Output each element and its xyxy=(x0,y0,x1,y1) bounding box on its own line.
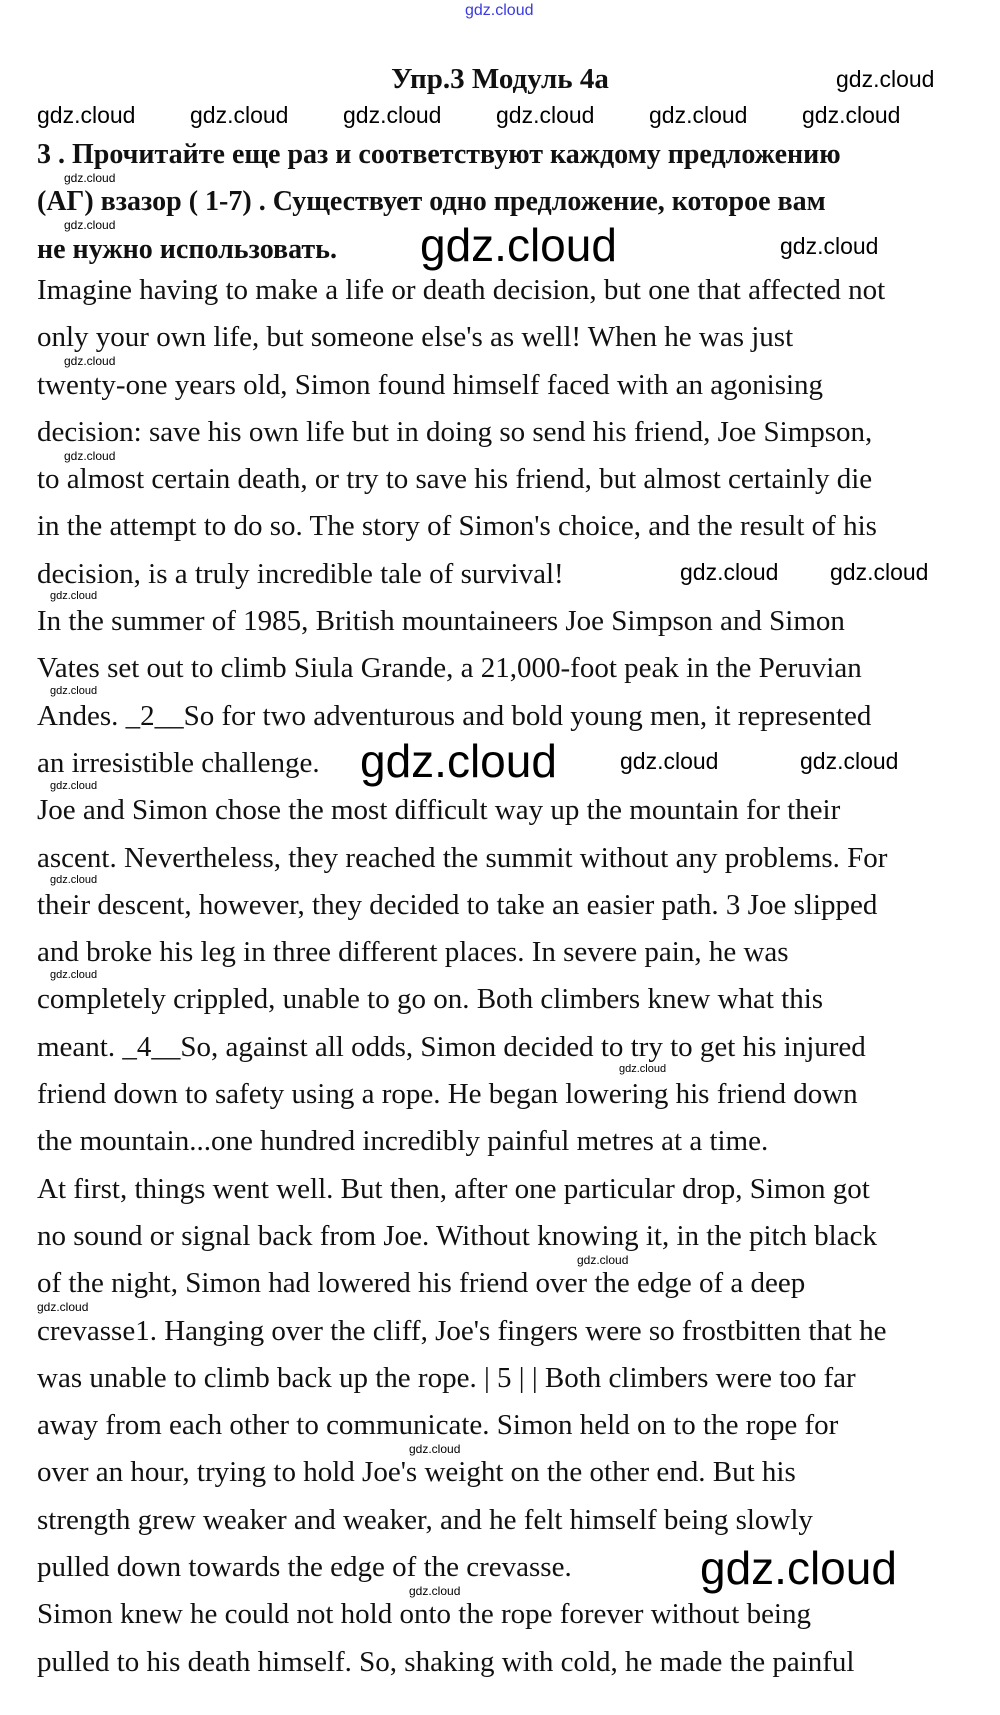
text-line: over an hour, trying to hold Joe's weight on the other end. But his xyxy=(37,1456,796,1489)
text-line: to almost certain death, or try to save his friend, but almost certainly die xyxy=(37,463,873,496)
watermark: gdz.cloud xyxy=(496,102,595,128)
watermark: gdz.cloud xyxy=(700,1542,897,1594)
text-line: was unable to climb back up the rope. | 5 | | Both climbers were too far xyxy=(37,1361,856,1394)
task-line: (АГ) взазор ( 1-7) . Существует одно предложение, которое вам xyxy=(37,186,826,218)
watermark: gdz.cloud xyxy=(64,171,116,185)
watermark: gdz.cloud xyxy=(64,353,116,368)
watermark: gdz.cloud xyxy=(50,590,98,603)
text-line: pulled to his death himself. So, shaking with cold, he made the painful xyxy=(37,1645,855,1678)
text-line: ascent. Nevertheless, they reached the summit without any problems. For xyxy=(37,841,888,874)
text-line: the mountain...one hundred incredibly painful metres at a time. xyxy=(37,1125,769,1158)
text-line: Joe and Simon chose the most difficult way up the mountain for their xyxy=(37,794,841,827)
watermark: gdz.cloud xyxy=(64,218,116,232)
page-title: Упр.3 Модуль 4а xyxy=(391,63,609,95)
text-line: only your own life, but someone else's as well! When he was just xyxy=(37,321,794,354)
text-line: At first, things went well. But then, after one particular drop, Simon got xyxy=(37,1172,870,1205)
watermark: gdz.cloud xyxy=(619,1063,667,1076)
text-line: completely crippled, unable to go on. Both climbers knew what this xyxy=(37,983,824,1016)
text-line: crevasse1. Hanging over the cliff, Joe's fingers were so frostbitten that he xyxy=(37,1314,887,1347)
watermark: gdz.cloud xyxy=(577,1252,629,1267)
watermark: gdz.cloud xyxy=(37,102,136,128)
watermark: gdz.cloud xyxy=(420,219,617,271)
watermark: gdz.cloud xyxy=(190,102,289,128)
reading-text xyxy=(37,274,887,1693)
text-line: and broke his leg in three different places. In severe pain, he was xyxy=(37,936,789,969)
text-line: In the summer of 1985, British mountaineers Joe Simpson and Simon xyxy=(37,605,845,638)
watermark: gdz.cloud xyxy=(409,1583,461,1598)
text-line: Vates set out to climb Siula Grande, a 21,000-foot peak in the Peruvian xyxy=(37,652,862,685)
text-line: away from each other to communicate. Simon held on to the rope for xyxy=(37,1409,839,1442)
watermark: gdz.cloud xyxy=(64,448,116,463)
task-line: не нужно использовать. xyxy=(37,233,337,265)
text-line: twenty-one years old, Simon found himself faced with an agonising xyxy=(37,368,824,401)
text-line: strength grew weaker and weaker, and he felt himself being slowly xyxy=(37,1503,813,1536)
watermark: gdz.cloud xyxy=(802,102,901,128)
text-line: no sound or signal back from Joe. Without knowing it, in the pitch black xyxy=(37,1219,877,1252)
text-line: Imagine having to make a life or death decision, but one that affected not xyxy=(37,274,886,306)
text-line: Simon knew he could not hold onto the rope forever without being xyxy=(37,1598,811,1631)
watermark: gdz.cloud xyxy=(780,233,879,259)
watermark: gdz.cloud xyxy=(649,102,748,128)
watermark-top: gdz.cloud xyxy=(465,2,534,19)
watermark: gdz.cloud xyxy=(50,779,98,792)
text-line: of the night, Simon had lowered his friend over the edge of a deep xyxy=(37,1267,806,1300)
watermark: gdz.cloud xyxy=(680,559,779,585)
watermark: gdz.cloud xyxy=(37,1299,89,1314)
text-line: their descent, however, they decided to take an easier path. 3 Joe slipped xyxy=(37,888,878,921)
task-line: 3 . Прочитайте еще раз и соответствуют каждому предложению xyxy=(37,139,841,170)
watermark: gdz.cloud xyxy=(836,66,935,92)
watermark: gdz.cloud xyxy=(50,968,98,981)
watermark: gdz.cloud xyxy=(800,748,899,774)
text-line: decision, is a truly incredible tale of survival! xyxy=(37,557,564,590)
text-line: Andes. _2__So for two adventurous and bold young men, it represented xyxy=(37,699,872,732)
watermark: gdz.cloud xyxy=(50,685,98,697)
text-line: friend down to safety using a rope. He began lowering his friend down xyxy=(37,1078,858,1111)
text-line: pulled down towards the edge of the crevasse. xyxy=(37,1551,572,1584)
text-line: meant. _4__So, against all odds, Simon decided to try to get his injured xyxy=(37,1030,866,1063)
watermark: gdz.cloud xyxy=(50,874,98,887)
text-line: in the attempt to do so. The story of Simon's choice, and the result of his xyxy=(37,510,877,543)
watermark: gdz.cloud xyxy=(830,559,929,585)
watermark: gdz.cloud xyxy=(343,102,442,128)
text-line: an irresistible challenge. xyxy=(37,746,320,779)
watermark: gdz.cloud xyxy=(620,748,719,774)
text-line: decision: save his own life but in doing so send his friend, Joe Simpson, xyxy=(37,415,873,448)
watermark: gdz.cloud xyxy=(360,735,557,787)
watermark: gdz.cloud xyxy=(409,1441,461,1456)
